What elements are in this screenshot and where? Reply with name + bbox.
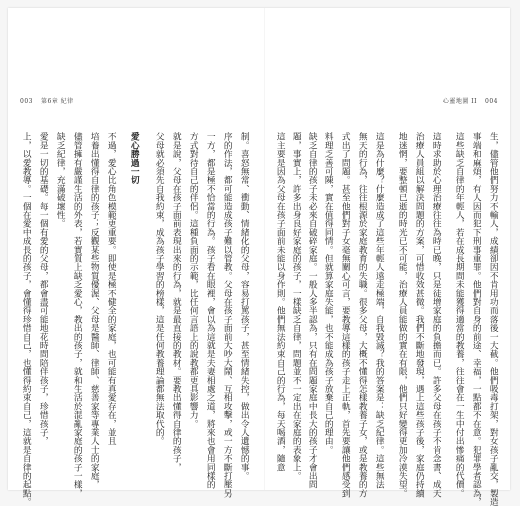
text-column: 料理乏善可陳，實在值得同情。但就算家庭失能，也不能成為孩子放棄自己的理由。 [323, 132, 334, 454]
text-column: 一方，都是極不恰當的行為。孩子看在眼裡，會以為這就是夫妻相處之道，將來也會用同樣的 [205, 132, 216, 489]
book-spread [8, 8, 510, 506]
text-column: 這些缺乏自律的年輕人，若在成長期間未能獲得適當的教養，往往會在一生中付出慘痛的代價。 [454, 132, 465, 498]
text-column: 愛是一切的基礎。每一個有愛的父母，都會盡可能地花時間陪伴孩子，珍惜孩子， [38, 132, 49, 446]
text-column: 這是為什麼？什麼造成了這些年輕人遠走極端，自我毀滅？我的答案是：缺乏紀律。這些無法 [374, 132, 385, 489]
text-column: 方式對待自己的伴侶。這種負面的示範，比任何言語上的說教都更具影響力。 [188, 132, 199, 428]
text-column: 不過，愛心比角色模範更重要。即使是極不健全的家庭，也可能有真愛存在，並且 [106, 132, 117, 446]
text-column: 這主要是因為父母在孩子面前未能以身作則。他們無法約束自己的行為，每天喝酒，隨意 [275, 132, 286, 472]
text-column: 事端和麻煩，有人因而犯下刑事重罪。他們對自身的前途、幸福，一點都不在意。犯罪學者認為， [471, 132, 482, 506]
section-heading: 愛心勝過一切 [129, 132, 140, 185]
left-chapter-title: 第6章 紀律 [40, 98, 74, 105]
right-page-number: 004 [485, 98, 498, 105]
left-page-number: 003 [20, 98, 33, 105]
text-column: 就是說，父母在孩子面前表現出來的行為，就是最直接的教材。要教出懂得自律的孩子， [171, 132, 182, 472]
right-book-title: 心靈地圖 II [442, 98, 478, 105]
text-column: 地迷惘，要整頓已逝的時光已不可能，治療人員能做的實在有限，他們只好變得更加冷漠失望。 [397, 132, 408, 498]
page-gutter [264, 8, 265, 490]
text-column: 培養出懂得自律的孩子；反觀某些物質優渥、父母是醫師、律師、慈善家等專業人士的家庭， [89, 132, 100, 489]
text-column: 式出了問題。甚至他們對子女毫無關心可言，要教導這樣的孩子走上正軌，首先要讓他們感受到 [340, 132, 351, 498]
text-column: 生，儘管他們努力不輸人，成績卻因不肯用功而落後一大截。他們吸毒打架，對女孩子亂交，製造 [488, 132, 499, 506]
text-column: 缺乏紀律，充滿破壞性。 [55, 132, 66, 228]
text-column: 序的作法，都可能造成孩子難以管教。父母在孩子面前大吵大鬧、互相攻擊，或一方不斷打壓另 [222, 132, 233, 498]
text-column: 制。喜怒無常、衝動、情緒化的父母，容易打罵孩子，甚至情緒失控，做出令人遺憾的事。 [239, 132, 250, 480]
text-column: 父母就必須先自我約束，成為孩子學習的榜樣，這是任何教養理論都無法取代的。 [154, 132, 165, 446]
left-page-header [20, 96, 74, 105]
text-column: 題，事實上，許多出身良好家庭的孩子，一樣缺乏自律，問題並不一定出在家庭的表象上。 [291, 132, 302, 480]
text-column: 缺乏自律的孩子未必來自破碎家庭。一般人多半認為，只有在問題家庭中長大的孩子才會出問 [307, 132, 318, 489]
text-column: 無天的行為，往往根源於家庭教育的失職。很多父母，大概不懂得怎樣教養子女，或是教養的方 [357, 132, 368, 498]
right-page-header [443, 96, 498, 105]
text-column: 這時求助於心理治療往往為時已晚，只是徒增家庭的負擔而已。許多父母在孩子不肯念書、成天 [431, 132, 442, 498]
text-column: 治療人員組以解決問題的方案，可惜收效甚微。我們不斷地發現，遇上這些孩子後，家庭仍持續 [414, 132, 425, 498]
text-column: 上，以愛教導。一個在愛中成長的孩子，會懂得珍惜自己，也懂得約束自己，這就是自律的起點。 [21, 132, 32, 506]
text-column: 儘管擁有嚴謹生活的外表，若實質上缺乏愛心，教出的孩子，就和生活於混亂家庭的孩子一樣， [72, 132, 83, 498]
